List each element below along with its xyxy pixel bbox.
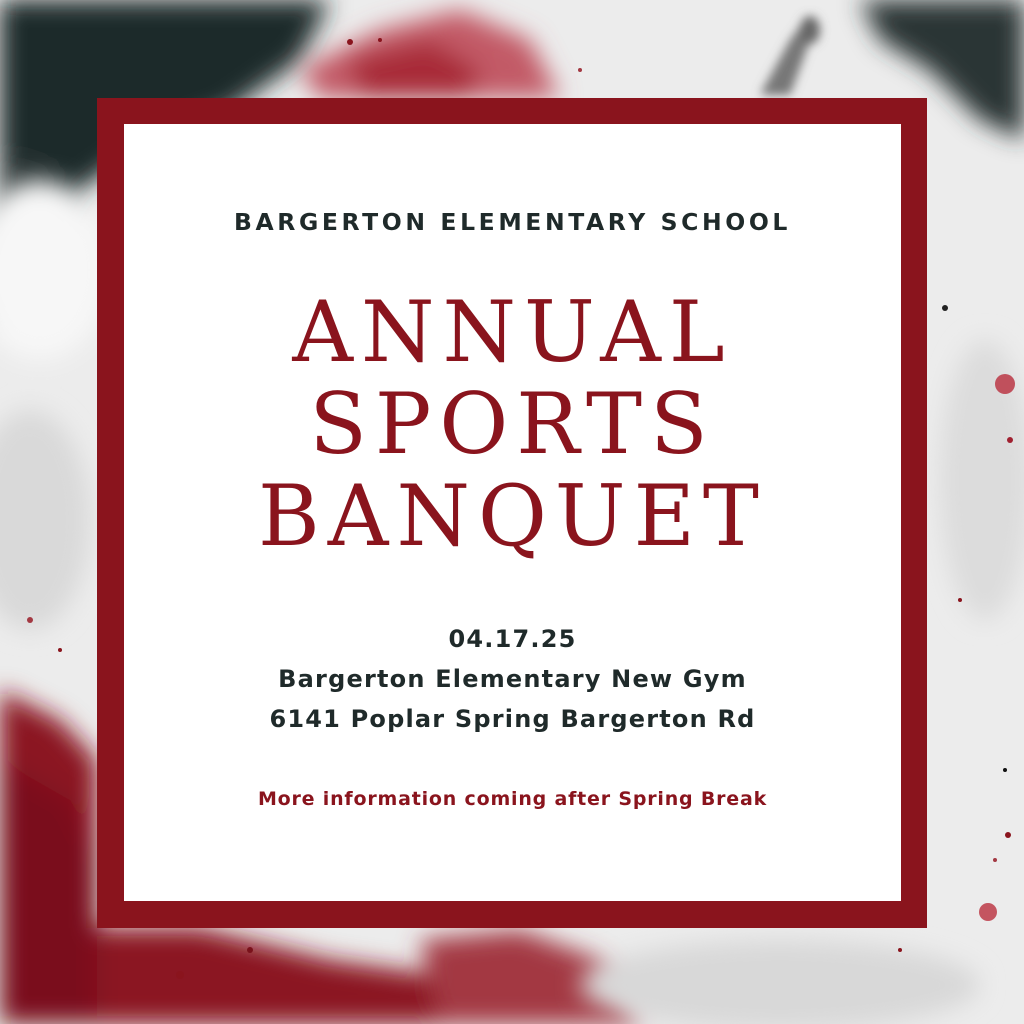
- event-address: 6141 Poplar Spring Bargerton Rd: [269, 705, 756, 733]
- flyer-card: [124, 124, 901, 901]
- more-info-note: More information coming after Spring Break: [257, 788, 768, 810]
- event-venue: Bargerton Elementary New Gym: [278, 665, 747, 693]
- school-name: BARGERTON ELEMENTARY SCHOOL: [234, 208, 791, 236]
- title-line-2: SPORTS: [309, 375, 716, 473]
- title-line-3: BANQUET: [258, 467, 767, 565]
- event-details: [124, 619, 901, 739]
- event-date: 04.17.25: [448, 625, 577, 653]
- event-title: [124, 283, 901, 565]
- title-line-1: ANNUAL: [292, 283, 733, 381]
